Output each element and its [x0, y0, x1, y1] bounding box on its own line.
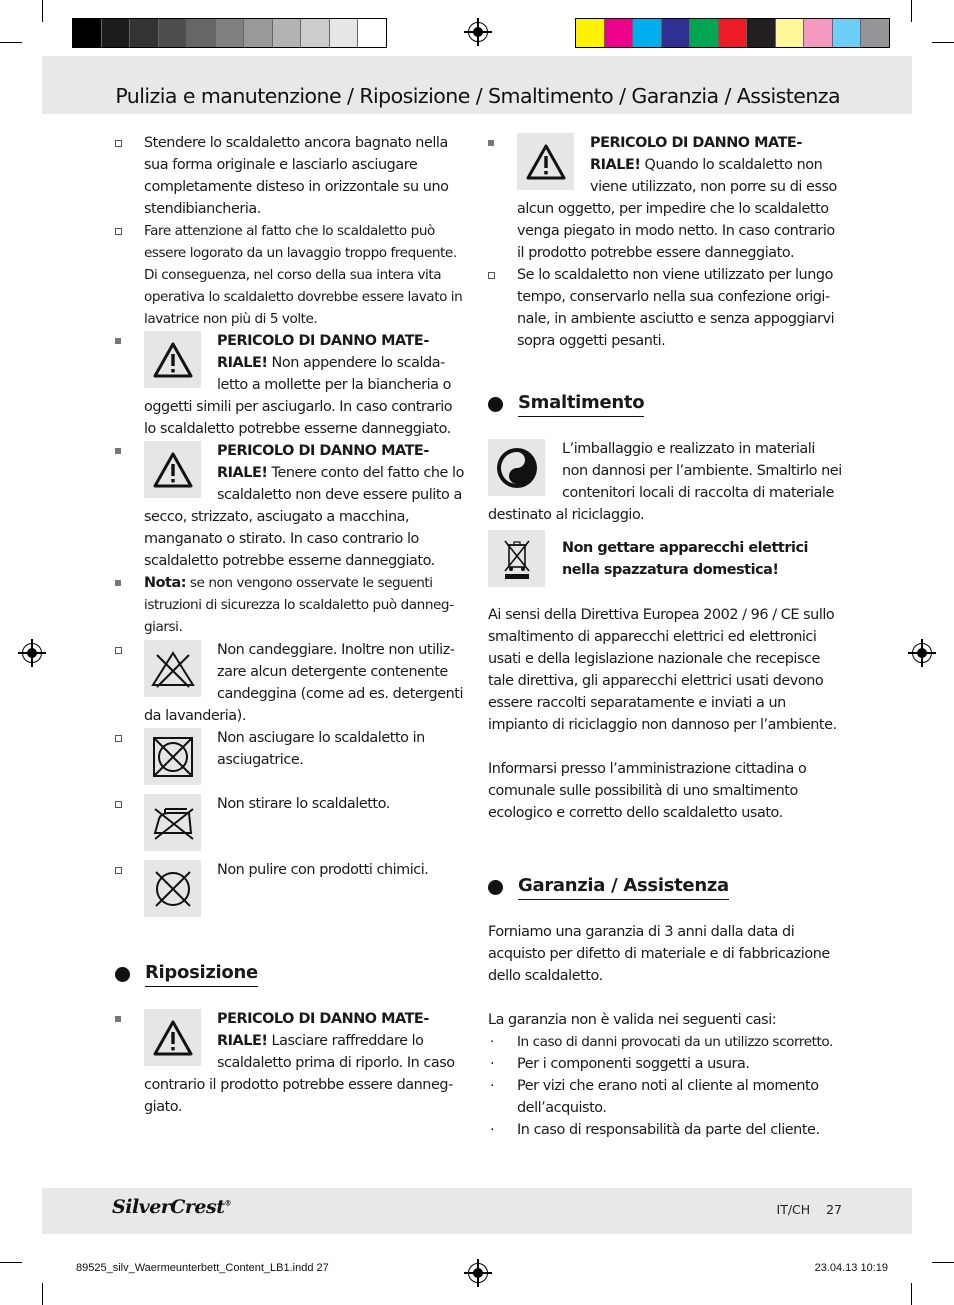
- checkbox-bullet-icon: [115, 140, 122, 147]
- print-slug-file: 89525_silv_Waermeunterbett_Content_LB1.indd 27: [76, 1262, 329, 1274]
- warranty-exclusions-list: [488, 1031, 842, 1141]
- no-dry-clean-icon: [144, 860, 201, 917]
- square-bullet-icon: [488, 140, 494, 146]
- weee-directive-paragraph: Ai sensi della Direttiva Europea 2002 / 96 / CE sullo smaltimento di apparecchi elettrici ed elettronici usati e della legislazione nazionale che recepisce tale direttiva, gli apparecchi elettrici usati devono essere raccolti separatamente e inviati a un impianto di riciclaggio non dannoso per l’ambiente.: [488, 607, 837, 733]
- crop-mark: [911, 1283, 912, 1305]
- green-dot-recycle-icon: [488, 439, 545, 496]
- list-item: · Per i componenti soggetti a usura.: [488, 1053, 842, 1075]
- weee-row: Non gettare apparecchi elettrici nella spazzatura domestica!: [488, 529, 842, 591]
- warning-triangle-icon: [144, 441, 201, 498]
- color-swatch: [833, 19, 862, 47]
- registration-mark-icon: [22, 643, 42, 663]
- warning-item: PERICOLO DI DANNO MATE- RIALE! Quando lo scaldaletto non viene utilizzato, non porre su di esso alcun oggetto, per impedire che lo scaldaletto venga piegato in modo netto. In caso contrario il prodotto potrebbe essere danneggiato.: [488, 132, 842, 264]
- crop-mark: [911, 0, 912, 22]
- registration-mark-icon: [912, 643, 932, 663]
- registration-mark-icon: [468, 22, 488, 42]
- color-swatch: [633, 19, 662, 47]
- list-item: Stendere lo scaldaletto ancora bagnato nella sua forma originale e lasciarlo asciugare completamente disteso in orizzontale su uno stendibiancheria.: [115, 132, 467, 220]
- left-column: [115, 132, 467, 921]
- disposal-info-paragraph: Informarsi presso l’amministrazione cittadina o comunale sulle possibilità di uno smaltimento ecologico e corretto dello scaldaletto usato.: [488, 761, 807, 821]
- color-swatch: [719, 19, 748, 47]
- care-item-no-tumble-dry: Non asciugare lo scaldaletto in asciugatrice.: [115, 727, 467, 793]
- section-heading-garanzia: Garanzia / Assistenza: [488, 875, 729, 900]
- page-footer-band: [42, 1188, 912, 1234]
- checkbox-bullet-icon: [115, 647, 122, 654]
- color-swatch: [73, 19, 102, 47]
- no-iron-icon: [144, 794, 201, 851]
- no-tumble-dry-icon: [144, 728, 201, 785]
- crop-mark: [0, 42, 22, 43]
- color-swatch: [187, 19, 216, 47]
- section-heading-riposizione: Riposizione: [115, 962, 258, 987]
- list-item: · In caso di danni provocati da un utilizzo scorretto.: [488, 1031, 842, 1053]
- bullet-dot-icon: [488, 397, 503, 412]
- checkbox-bullet-icon: [115, 801, 122, 808]
- warning-item: PERICOLO DI DANNO MATE- RIALE! Non appendere lo scalda- letto a mollette per la biancheria o oggetti simili per asciugarlo. In caso contrario lo scaldaletto potrebbe esserne danneggiato.: [115, 330, 467, 440]
- list-item: · Per vizi che erano noti al cliente al momento dell’acquisto.: [488, 1075, 842, 1119]
- page-title: Pulizia e manutenzione / Riposizione / Smaltimento / Garanzia / Assistenza: [115, 84, 840, 108]
- warranty-exclusions-intro: La garanzia non è valida nei seguenti casi:: [488, 1012, 777, 1028]
- color-swatch: [861, 19, 889, 47]
- square-bullet-icon: [115, 1016, 121, 1022]
- checkbox-bullet-icon: [115, 735, 122, 742]
- color-swatch: [747, 19, 776, 47]
- warning-triangle-icon: [517, 133, 574, 190]
- color-swatch: [776, 19, 805, 47]
- list-item: Fare attenzione al fatto che lo scaldaletto può essere logorato da un lavaggio troppo frequente. Di conseguenza, nel corso della sua intera vita operativa lo scaldaletto dovrebbe essere lavato in lavatrice non più di 5 volte.: [115, 220, 467, 330]
- riposizione-block: [115, 1008, 467, 1118]
- square-bullet-icon: [115, 580, 121, 586]
- crop-mark: [42, 0, 43, 22]
- color-swatch: [690, 19, 719, 47]
- checkbox-bullet-icon: [115, 867, 122, 874]
- crossed-bin-icon: [488, 530, 545, 587]
- color-swatch: [244, 19, 273, 47]
- square-bullet-icon: [115, 338, 121, 344]
- crop-mark: [0, 1262, 22, 1263]
- color-swatch: [273, 19, 302, 47]
- square-bullet-icon: [115, 448, 121, 454]
- warranty-paragraph: Forniamo una garanzia di 3 anni dalla data di acquisto per difetto di materiale e di fabbricazione dello scaldaletto.: [488, 924, 830, 984]
- recycle-row: L’imballaggio e realizzato in materiali non dannosi per l’ambiente. Smaltirlo nei contenitori locali di raccolta di materiale destinato al riciclaggio.: [488, 441, 842, 523]
- page-header-band: [42, 56, 912, 114]
- color-swatch: [102, 19, 131, 47]
- bullet-dot-icon: [488, 880, 503, 895]
- color-swatch: [330, 19, 359, 47]
- warning-triangle-icon: [144, 1009, 201, 1066]
- color-swatch: [301, 19, 330, 47]
- color-swatch: [605, 19, 634, 47]
- care-item-no-dry-clean: Non pulire con prodotti chimici.: [115, 859, 467, 919]
- page-info: IT/CH 27: [776, 1202, 842, 1217]
- color-swatch: [130, 19, 159, 47]
- note-item: Nota: se non vengono osservate le seguenti istruzioni di sicurezza lo scaldaletto può danneg- giarsi.: [115, 572, 467, 638]
- checkbox-bullet-icon: [115, 228, 122, 235]
- warning-item: PERICOLO DI DANNO MATE- RIALE! Lasciare raffreddare lo scaldaletto prima di riporlo. In caso contrario il prodotto potrebbe essere danneg- giato.: [115, 1008, 467, 1118]
- registration-mark-icon: [468, 1263, 488, 1283]
- list-item: · In caso di responsabilità da parte del cliente.: [488, 1119, 842, 1141]
- care-item-no-iron: Non stirare lo scaldaletto.: [115, 793, 467, 859]
- warning-item: PERICOLO DI DANNO MATE- RIALE! Tenere conto del fatto che lo scaldaletto non deve essere pulito a secco, strizzato, asciugato a macchina, manganato o stirato. In caso contrario lo scaldaletto potrebbe esserne danneggiato.: [115, 440, 467, 572]
- smaltimento-block: [488, 438, 842, 824]
- color-swatch: [159, 19, 188, 47]
- color-swatch: [804, 19, 833, 47]
- section-heading-smaltimento: Smaltimento: [488, 392, 644, 417]
- garanzia-block: [488, 921, 842, 1141]
- color-swatch: [358, 19, 386, 47]
- no-bleach-icon: [144, 640, 201, 697]
- warning-triangle-icon: [144, 331, 201, 388]
- bullet-dot-icon: [115, 967, 130, 982]
- process-color-bar: [575, 18, 890, 48]
- right-column: [488, 132, 842, 352]
- silvercrest-logo: SilverCrest®: [112, 1196, 231, 1218]
- crop-mark: [42, 1283, 43, 1305]
- color-swatch: [576, 19, 605, 47]
- color-swatch: [216, 19, 245, 47]
- color-swatch: [662, 19, 691, 47]
- checkbox-bullet-icon: [488, 272, 495, 279]
- grayscale-color-bar: [72, 18, 387, 48]
- crop-mark: [932, 1262, 954, 1263]
- crop-mark: [932, 42, 954, 43]
- list-item: Se lo scaldaletto non viene utilizzato per lungo tempo, conservarlo nella sua confezione origi- nale, in ambiente asciutto e senza appoggiarvi sopra oggetti pesanti.: [488, 264, 842, 352]
- print-slug-date: 23.04.13 10:19: [814, 1262, 888, 1274]
- page-number: 27: [826, 1202, 842, 1217]
- care-item-no-bleach: Non candeggiare. Inoltre non utiliz- zare alcun detergente contenente candeggina (come ad es. detergenti da lavanderia).: [115, 639, 467, 727]
